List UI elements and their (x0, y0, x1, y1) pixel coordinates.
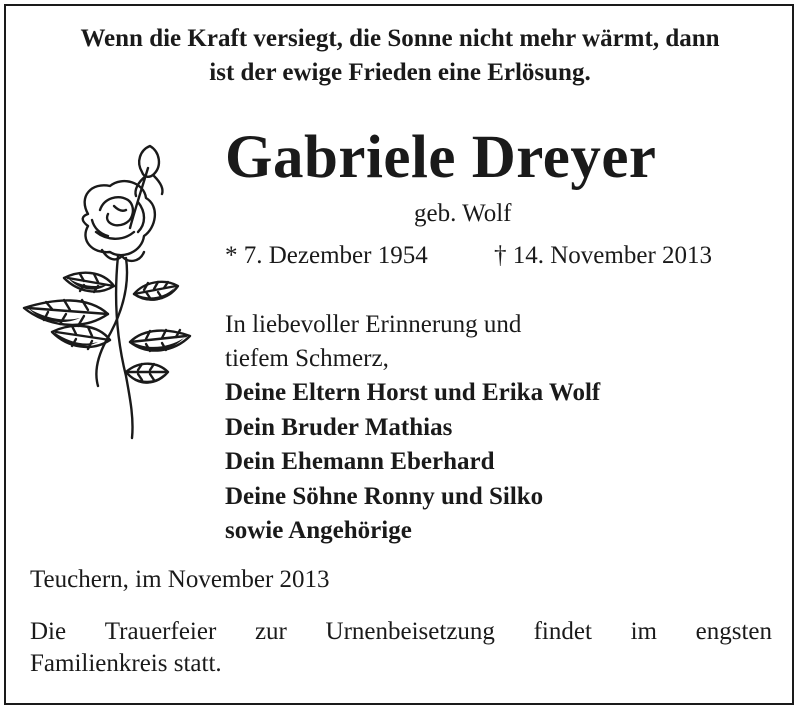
birth-date: * 7. Dezember 1954 (225, 242, 428, 269)
notice-word: Die (30, 618, 67, 645)
mourner-line: Dein Ehemann Eberhard (225, 448, 495, 475)
motto (0, 22, 800, 90)
notice-word: findet (533, 618, 592, 645)
motto-line-2: ist der ewige Frieden eine Erlösung. (209, 59, 591, 86)
mourner-line: Deine Söhne Ronny und Silko (225, 482, 544, 510)
memory-text (225, 308, 521, 376)
memory-line-1: In liebevoller Erinnerung und (225, 311, 522, 338)
memory-line-2: tiefem Schmerz, (225, 345, 389, 372)
motto-line-1: Wenn die Kraft versiegt, die Sonne nicht mehr wärmt, dann (80, 25, 720, 52)
mourners-list (225, 376, 600, 549)
maiden-name: geb. Wolf (414, 200, 512, 227)
notice-word: Urnenbeisetzung (325, 618, 495, 645)
mourner-line: sowie Angehörige (225, 517, 412, 544)
notice-word: im (630, 618, 657, 645)
deceased-name: Gabriele Dreyer (225, 124, 657, 191)
death-date: † 14. November 2013 (494, 242, 713, 269)
mourner-line: Dein Bruder Mathias (225, 413, 453, 441)
notice-word: zur (254, 618, 287, 645)
notice-word: Trauerfeier (104, 618, 217, 645)
place-and-date: Teuchern, im November 2013 (30, 566, 330, 593)
funeral-notice-line-1 (30, 616, 772, 648)
funeral-notice (30, 616, 772, 680)
funeral-notice-line-2: Familienkreis statt. (30, 650, 222, 677)
rose-icon (18, 136, 203, 441)
notice-word: engsten (695, 618, 772, 645)
mourner-line: Deine Eltern Horst und Erika Wolf (225, 379, 601, 406)
